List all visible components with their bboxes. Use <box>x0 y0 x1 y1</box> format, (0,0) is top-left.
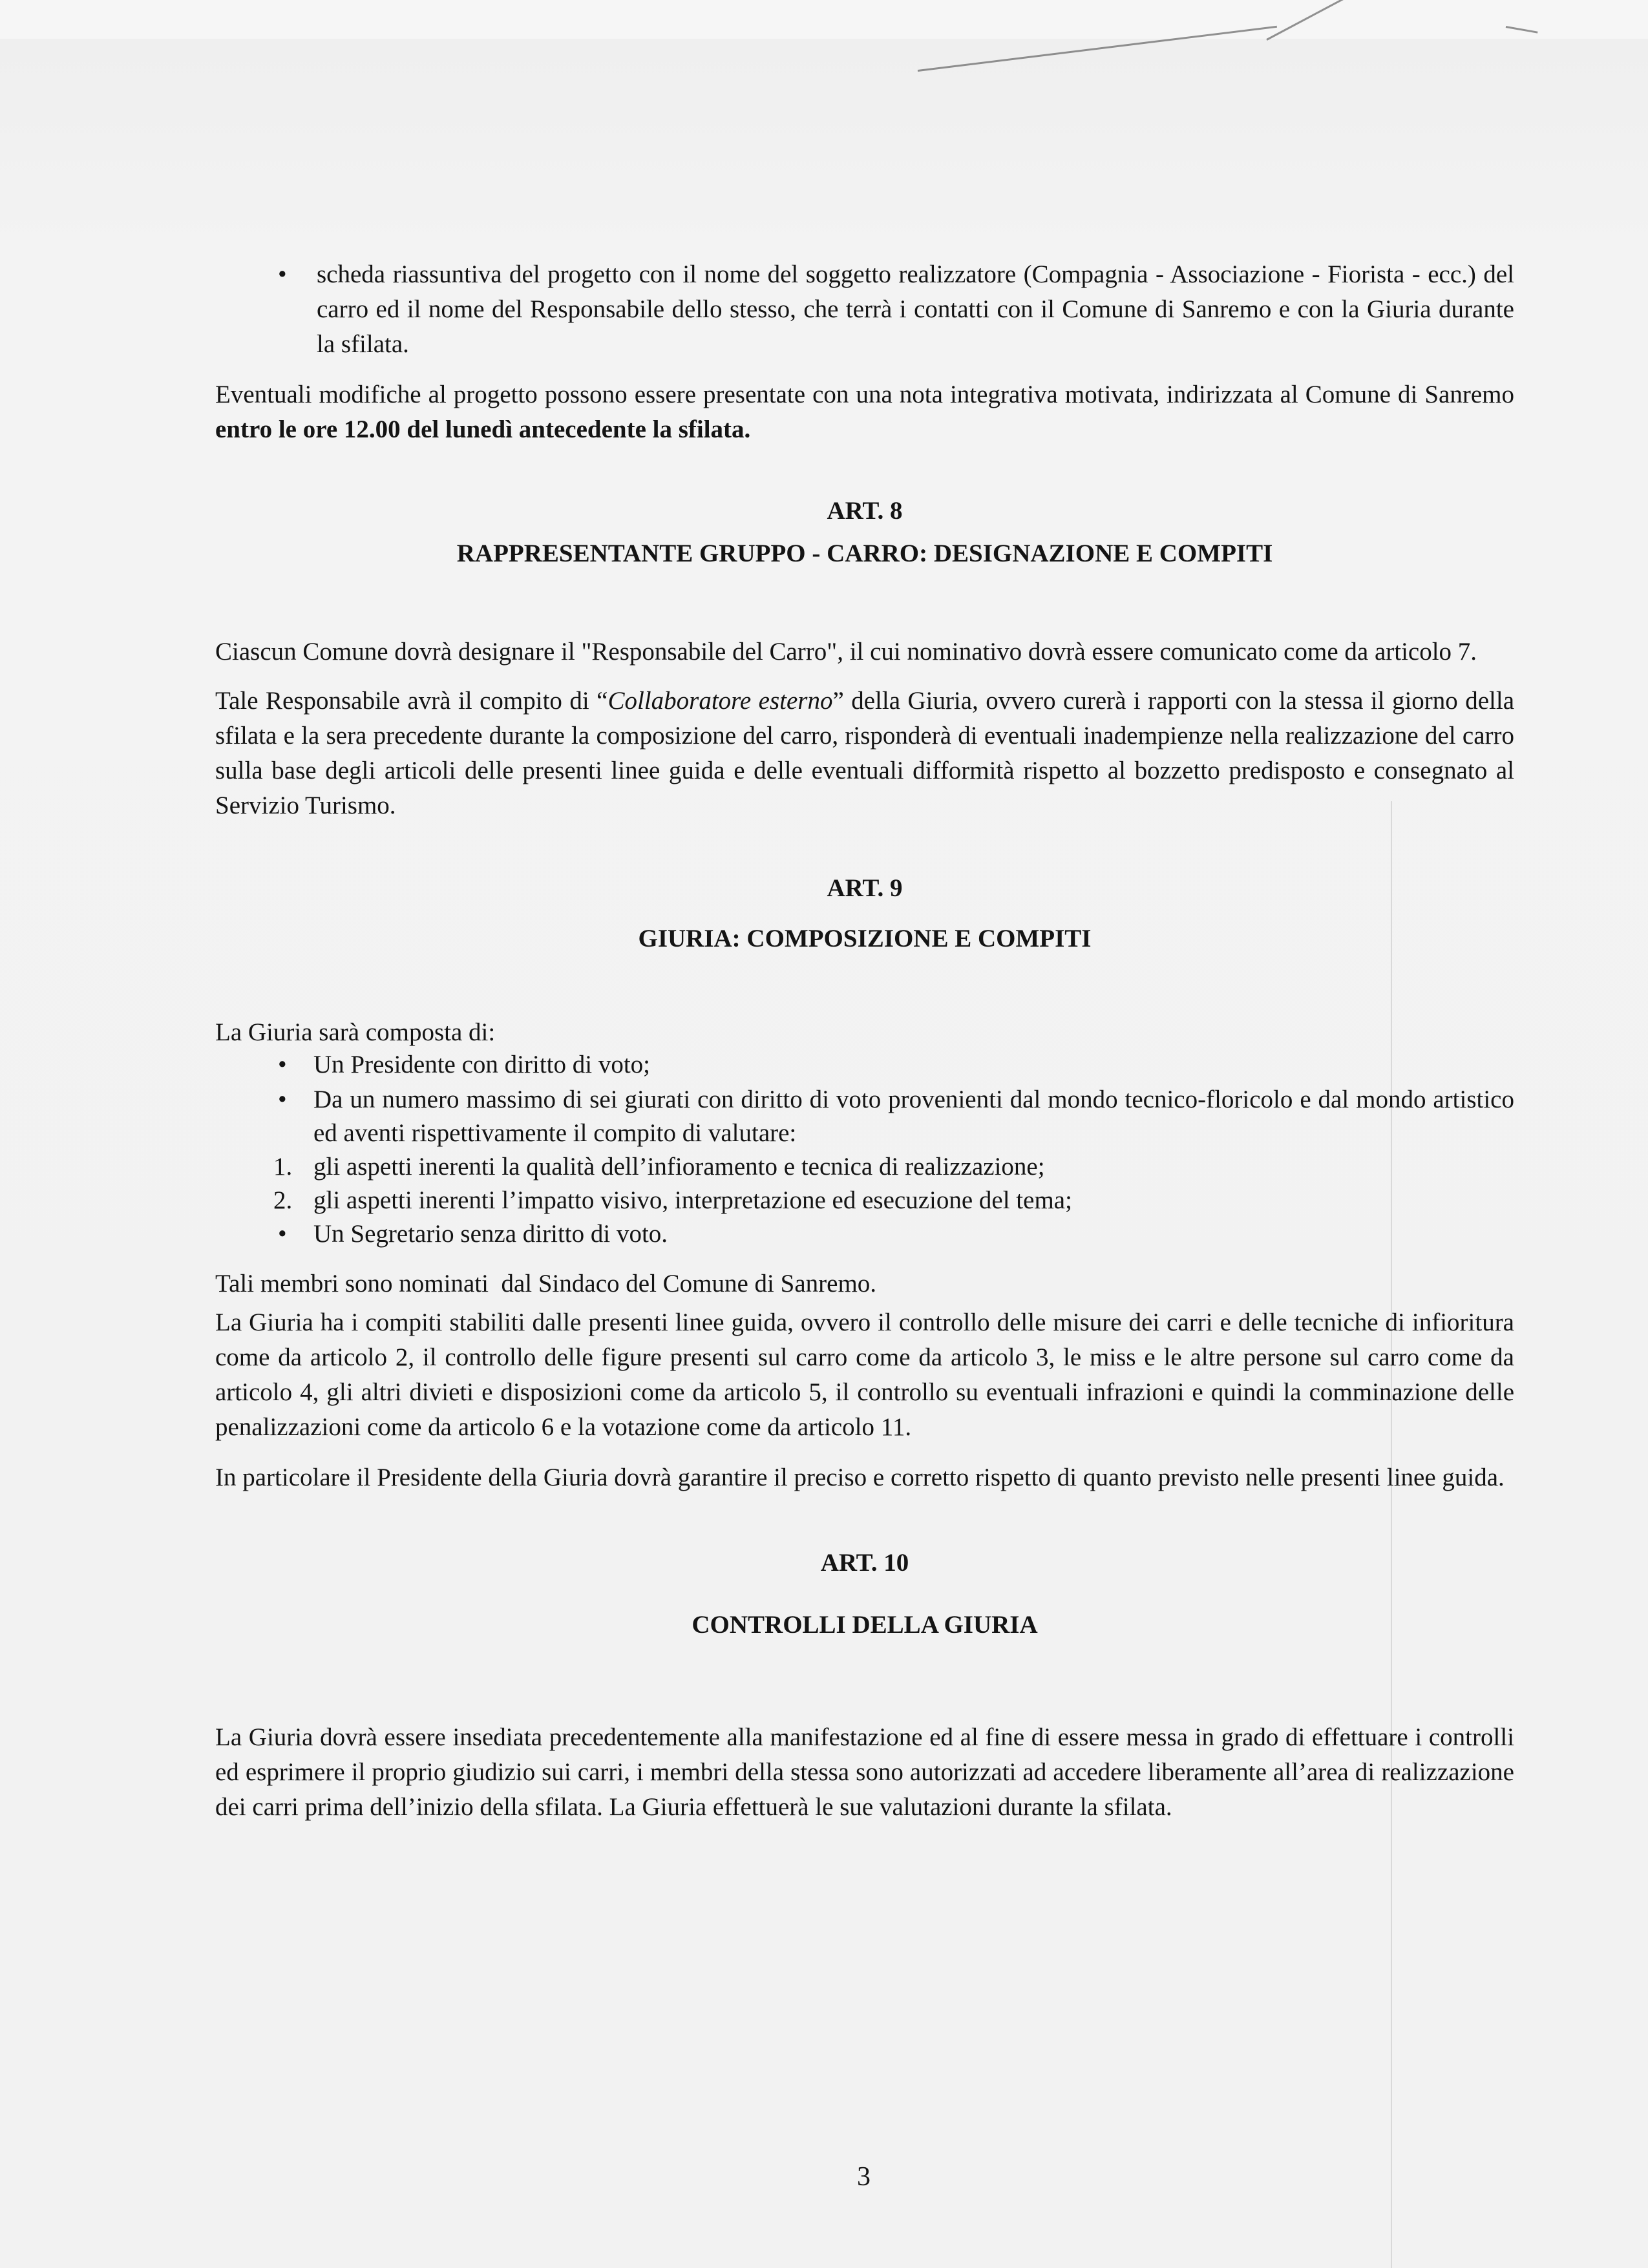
list-item-text: scheda riassuntiva del progetto con il nome del soggetto realizzatore (Compagnia - Associazione - Fiorista - ecc.) del carro ed il nome del Responsabile dello stesso, che terrà i contatti con il Comune di Sanremo e con la Giuria durante la sfilata. <box>317 260 1514 358</box>
scan-top-edge <box>0 0 1648 39</box>
modifications-paragraph <box>215 377 1514 447</box>
art9-members-paragraph: Tali membri sono nominati dal Sindaco del Comune di Sanremo. <box>215 1270 877 1297</box>
art10-paragraph-1: La Giuria dovrà essere insediata precedentemente alla manifestazione ed al fine di essere messa in grado di effettuare i controlli ed esprimere il proprio giudizio sui carri, i membri della stessa sono autorizzati ad accedere liberamente all’area di realizzazione dei carri prima dell’inizio della sfilata. La Giuria effettuerà le sue valutazioni durante la sfilata. <box>215 1723 1514 1821</box>
art8-paragraph-1: Ciascun Comune dovrà designare il "Responsabile del Carro", il cui nominativo dovrà essere comunicato come da articolo 7. <box>215 638 1477 666</box>
list-item <box>215 1083 1514 1150</box>
list-number: 1. <box>273 1153 293 1181</box>
art9-heading-title: GIURIA: COMPOSIZIONE E COMPITI <box>638 925 1092 952</box>
list-item-text: gli aspetti inerenti l’impatto visivo, interpretazione ed esecuzione del tema; <box>313 1186 1072 1214</box>
list-item <box>215 1217 1514 1251</box>
art8-heading-number: ART. 8 <box>827 497 903 525</box>
modifications-deadline: entro le ore 12.00 del lunedì antecedente la sfilata. <box>215 415 751 443</box>
bullet-icon: • <box>278 1086 287 1113</box>
bullet-icon: • <box>278 1051 287 1078</box>
art9-president-paragraph: In particolare il Presidente della Giuria dovrà garantire il preciso e corretto rispetto di quanto previsto nelle presenti linee guida. <box>215 1464 1505 1491</box>
bullet-icon: • <box>278 260 287 288</box>
list-item <box>215 1048 1514 1082</box>
page-number: 3 <box>857 2162 871 2192</box>
list-item <box>215 257 1514 362</box>
art8-p2-text: ” della Giuria, ovvero curerà i rapporti con la stessa il giorno della sfilata e la sera precedente durante la composizione del carro, risponderà di eventuali inadempienze nella realizzazione del carro sulla base degli articoli delle presenti linee guida e delle eventuali difformità rispetto al bozzetto predisposto e consegnato al Servizio Turismo. <box>215 687 1515 819</box>
list-item <box>215 1150 1514 1184</box>
art10-heading-title: CONTROLLI DELLA GIURIA <box>692 1611 1038 1639</box>
list-number: 2. <box>273 1186 293 1214</box>
art9-heading-number: ART. 9 <box>827 874 903 902</box>
art9-tasks-paragraph: La Giuria ha i compiti stabiliti dalle presenti linee guida, ovvero il controllo delle misure dei carri e delle tecniche di infioritura come da articolo 2, il controllo delle figure presenti sul carro come da articolo 3, le miss e le altre persone sul carro come da articolo 4, gli altri divieti e disposizioni come da articolo 5, il controllo su eventuali infrazioni e quindi la comminazione delle penalizzazioni come da articolo 6 e la votazione come da articolo 11. <box>215 1308 1514 1441</box>
modifications-text: Eventuali modifiche al progetto possono essere presentate con una nota integrativa motivata, indirizzata al Comune di Sanremo <box>215 381 1514 408</box>
art10-heading-number: ART. 10 <box>820 1549 909 1577</box>
list-item-text: gli aspetti inerenti la qualità dell’infioramento e tecnica di realizzazione; <box>313 1153 1045 1181</box>
list-item-text: Un Segretario senza diritto di voto. <box>313 1220 668 1248</box>
art8-heading-title: RAPPRESENTANTE GRUPPO - CARRO: DESIGNAZIONE E COMPITI <box>456 540 1273 567</box>
jury-composition-list <box>215 1048 1514 1251</box>
document-body <box>215 257 1514 1825</box>
art8-p2-italic: Collaboratore esterno <box>607 687 833 715</box>
list-item-text: Un Presidente con diritto di voto; <box>313 1051 651 1078</box>
bullet-icon: • <box>278 1220 287 1248</box>
art8-paragraph-2 <box>215 684 1514 823</box>
art9-intro: La Giuria sarà composta di: <box>215 1018 496 1046</box>
intro-bullet-list <box>215 257 1514 362</box>
list-item <box>215 1184 1514 1217</box>
list-item-text: Da un numero massimo di sei giurati con diritto di voto provenienti dal mondo tecnico-floricolo e dal mondo artistico ed aventi rispettivamente il compito di valutare: <box>313 1086 1514 1147</box>
art8-p2-text: Tale Responsabile avrà il compito di “ <box>215 687 608 715</box>
